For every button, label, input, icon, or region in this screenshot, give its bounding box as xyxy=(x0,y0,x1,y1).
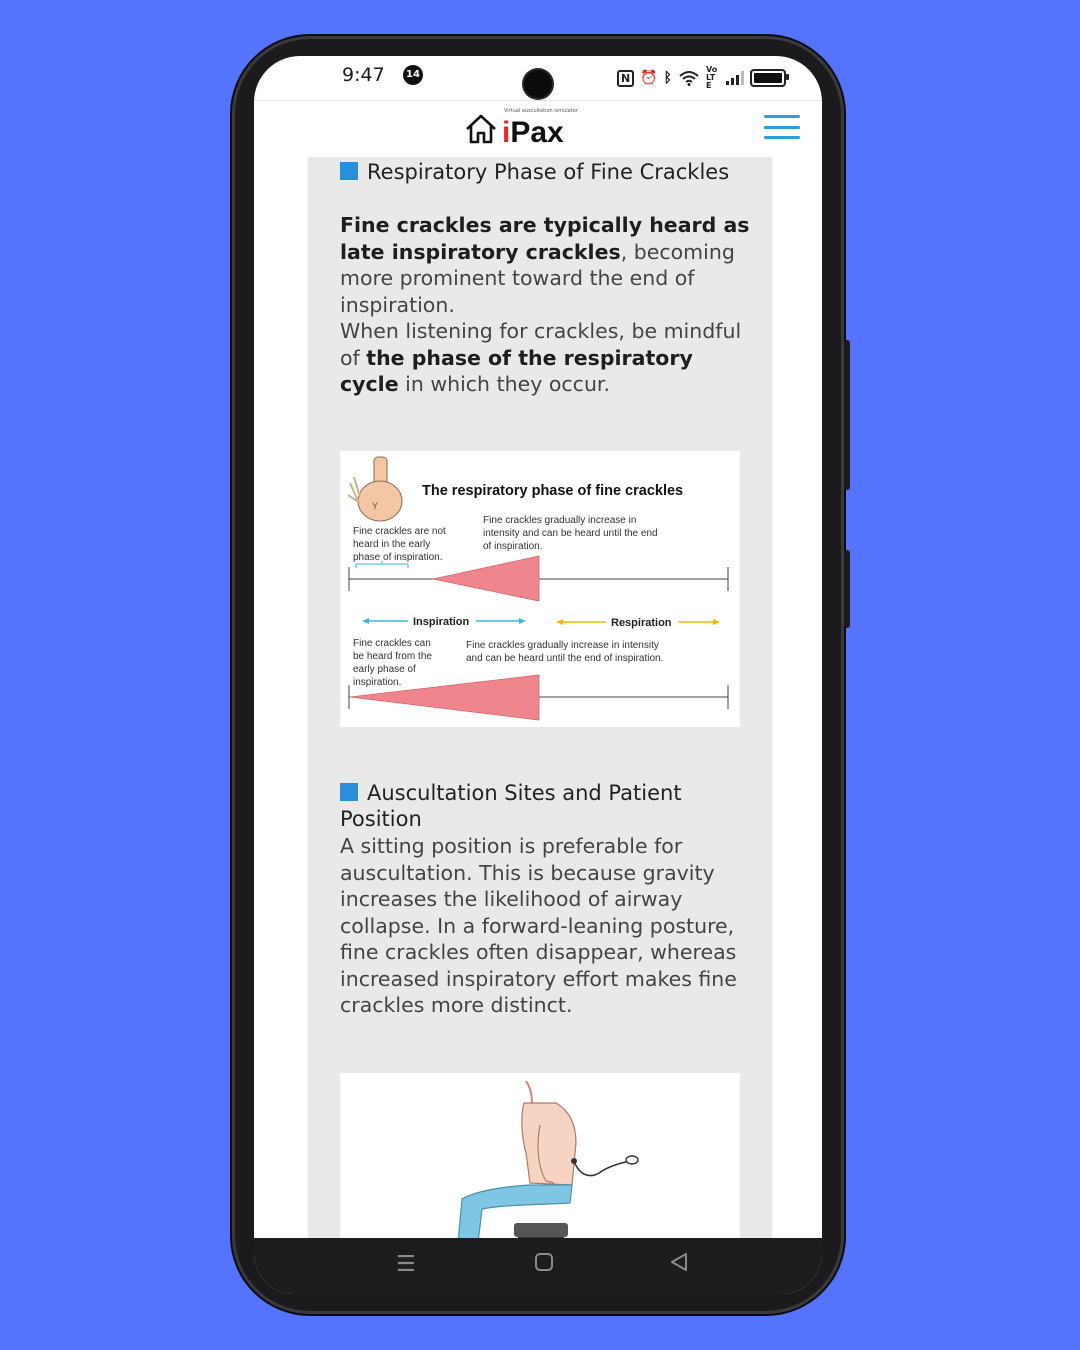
note-bottom-left-1: Fine crackles can xyxy=(353,638,431,649)
crackles-intensity-wedge-late xyxy=(433,556,539,601)
recent-apps-button[interactable]: ☰ xyxy=(396,1252,416,1277)
bluetooth-icon: ᛒ xyxy=(663,70,672,86)
logo-i: i xyxy=(502,116,511,149)
nfc-icon: N xyxy=(617,70,634,87)
home-button[interactable] xyxy=(533,1251,555,1279)
crackles-phase-diagram xyxy=(340,451,740,727)
signal-icon xyxy=(726,71,744,85)
status-icons xyxy=(617,66,786,90)
section-title-auscultation-sites: Auscultation Sites and Patient Position xyxy=(340,781,682,831)
note-top-right-1: Fine crackles gradually increase in xyxy=(483,515,637,526)
wifi-icon xyxy=(678,70,700,86)
system-navigation-bar xyxy=(254,1238,822,1294)
alarm-icon: ⏰ xyxy=(640,70,658,86)
svg-text:Y: Y xyxy=(372,501,379,511)
note-bottom-left-2: be heard from the xyxy=(353,651,432,662)
note-top-left-3: phase of inspiration. xyxy=(353,552,443,563)
note-top-right-2: intensity and can be heard until the end xyxy=(483,528,658,539)
article-content xyxy=(254,157,822,1239)
note-bottom-right-2: and can be heard until the end of inspiration. xyxy=(466,653,664,664)
crackles-phase-svg xyxy=(340,451,740,727)
logo-text xyxy=(502,116,564,150)
power-button xyxy=(844,550,850,628)
square-bullet-icon xyxy=(340,162,358,180)
note-bottom-left-3: early phase of xyxy=(353,664,416,675)
status-bar xyxy=(254,56,822,100)
note-top-left-1: Fine crackles are not xyxy=(353,526,446,537)
section1-paragraph2: When listening for crackles, be mindful of the phase of the respiratory cycle in which they occur. xyxy=(340,319,742,396)
volte-icon: Vo LTE xyxy=(706,65,718,90)
mascot-illustration xyxy=(348,457,402,521)
volume-button xyxy=(844,340,850,490)
front-camera xyxy=(524,70,552,98)
bold-respiratory-cycle: the phase of the respiratory cycle xyxy=(340,345,693,396)
ipax-logo[interactable] xyxy=(464,105,578,153)
app-header xyxy=(254,100,822,158)
label-respiration: Respiration xyxy=(611,617,672,629)
note-bottom-right-1: Fine crackles gradually increase in intensity xyxy=(466,640,659,651)
section2-paragraph: A sitting position is preferable for auscultation. This is because gravity increases the likelihood of airway collapse. In a forward-leaning posture, fine crackles often disappear, whereas increased inspiratory effort makes fine crackles more distinct. xyxy=(340,834,737,1017)
square-bullet-icon xyxy=(340,783,358,801)
section-title-respiratory-phase: Respiratory Phase of Fine Crackles xyxy=(340,159,740,185)
logo-tagline: Virtual auscultation simulator xyxy=(504,108,578,114)
back-button[interactable] xyxy=(668,1251,690,1279)
hamburger-menu-button[interactable] xyxy=(764,115,800,139)
home-icon xyxy=(464,112,498,146)
patient-sitting-illustration xyxy=(340,1073,740,1239)
section1-paragraph1: Fine crackles are typically heard as late inspiratory crackles, becoming more prominent toward the end of inspiration. xyxy=(340,213,750,317)
note-bottom-left-4: inspiration. xyxy=(353,677,402,688)
label-inspiration: Inspiration xyxy=(413,616,470,628)
logo-pax: Pax xyxy=(510,116,564,149)
bold-late-inspiratory: Fine crackles are typically heard as late inspiratory crackles xyxy=(340,213,750,264)
patient-svg xyxy=(340,1073,740,1239)
battery-icon xyxy=(750,69,786,87)
note-top-right-3: of inspiration. xyxy=(483,541,543,552)
phone-screen xyxy=(254,56,822,1294)
figure-title: The respiratory phase of fine crackles xyxy=(422,483,684,499)
notification-badge: 14 xyxy=(403,65,423,85)
article-column xyxy=(308,157,772,1239)
status-time: 9:47 xyxy=(342,64,385,86)
note-top-left-2: heard in the early xyxy=(353,539,431,550)
